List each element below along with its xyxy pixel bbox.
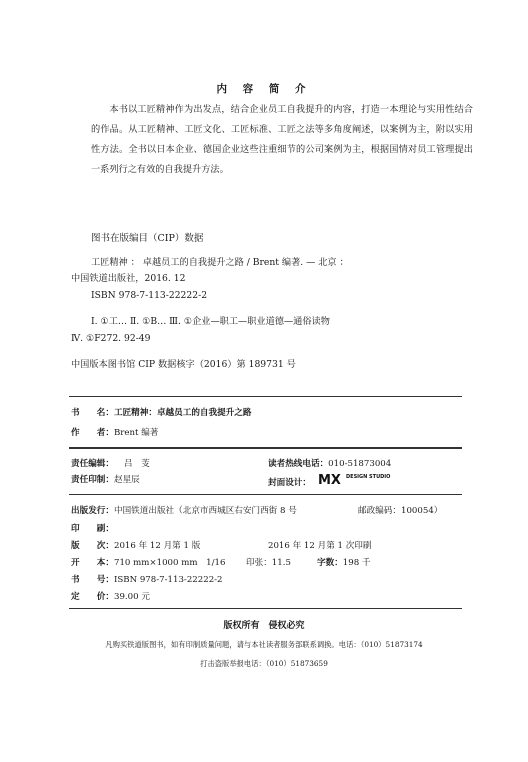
sheets-label: 印张： bbox=[246, 558, 272, 568]
rights-notice: 版权所有 侵权必究 bbox=[223, 621, 305, 631]
words-value: 198 千 bbox=[342, 558, 371, 568]
author-label: 作 者： bbox=[71, 428, 114, 438]
postcode-value: 100054） bbox=[400, 506, 443, 516]
postcode-row bbox=[358, 503, 442, 520]
isbn-value: ISBN 978-7-113-22222-2 bbox=[113, 575, 223, 585]
book-title-row bbox=[71, 405, 252, 422]
cover-row bbox=[268, 472, 391, 493]
sheets-row bbox=[246, 555, 291, 572]
cip-line-1: 工匠精神 ： 卓越员工的自我提升之路 / Brent 编著. — 北京 ： bbox=[91, 257, 349, 268]
editor-value: 吕 芰 bbox=[123, 459, 150, 469]
double-divider bbox=[69, 447, 462, 449]
isbn-label: 书 号： bbox=[71, 575, 114, 585]
price-row bbox=[71, 589, 150, 606]
sheets-value: 11.5 bbox=[271, 558, 291, 568]
words-label: 字数： bbox=[317, 558, 343, 568]
postcode-label: 邮政编码： bbox=[358, 506, 401, 516]
format-label: 开 本： bbox=[71, 558, 114, 568]
quality-notice: 凡购买铁道版图书，如有印制质量问题，请与本社读者服务部联系调换。电话：（010）51873174 bbox=[105, 640, 423, 649]
design-studio-logo bbox=[317, 472, 391, 493]
editor-row bbox=[71, 456, 150, 473]
logo-sub-text: DESIGN STUDIO bbox=[345, 474, 391, 480]
publisher-row bbox=[71, 503, 297, 520]
hotline-label: 读者热线电话： bbox=[268, 459, 329, 469]
printing-value: 赵星辰 bbox=[113, 475, 140, 485]
cip-class-number: Ⅳ. ①F272. 92-49 bbox=[71, 333, 151, 344]
format-value: 710 mm×1000 mm 1/16 bbox=[113, 558, 226, 568]
publisher-value: 中国铁道出版社（北京市西城区右安门西街 8 号 bbox=[113, 506, 297, 516]
format-row bbox=[71, 555, 225, 572]
print-label: 印 刷： bbox=[71, 524, 114, 534]
price-label: 定 价： bbox=[71, 592, 114, 602]
author-row bbox=[71, 425, 158, 442]
divider-3 bbox=[69, 608, 462, 609]
edition-value: 2016 年 12 月第 1 版 bbox=[113, 541, 201, 551]
summary-body: 本书以工匠精神作为出发点，结合企业员工自我提升的内容，打造一本理论与实用性结合的作品。从工匠精神、工匠文化、工匠标准、工匠之法等多角度阐述，以案例为主，附以实用性方法。全书以日本企业、德国企业这些注重细节的公司案例为主，根据国情对员工管理提出一系列行之有效的自我提升方法。 bbox=[91, 104, 473, 175]
impression-value: 2016 年 12 月第 1 次印刷 bbox=[268, 541, 372, 551]
summary-title: 内 容 简 介 bbox=[216, 83, 312, 95]
divider bbox=[69, 396, 462, 397]
cover-label: 封面设计： bbox=[268, 478, 311, 488]
divider-2 bbox=[69, 494, 462, 495]
edition-label: 版 次： bbox=[71, 541, 114, 551]
printing-label: 责任印制： bbox=[71, 475, 114, 485]
publisher-label: 出版发行： bbox=[71, 506, 114, 516]
book-title-value: 工匠精神：卓越员工的自我提升之路 bbox=[113, 408, 252, 418]
editor-label: 责任编辑： bbox=[71, 459, 114, 469]
logo-mark-text: MX bbox=[317, 473, 341, 488]
price-value: 39.00 元 bbox=[113, 592, 150, 602]
printing-row bbox=[71, 472, 140, 489]
cip-record: 中国版本图书馆 CIP 数据核字（2016）第 189731 号 bbox=[71, 359, 296, 370]
cip-classification: Ⅰ. ①工… Ⅱ. ①B… Ⅲ. ①企业—职工—职业道德—通俗读物 bbox=[91, 316, 330, 327]
hotline-row bbox=[268, 456, 391, 473]
author-value: Brent 编著 bbox=[113, 428, 159, 438]
book-title-label: 书 名： bbox=[71, 408, 114, 418]
words-row bbox=[317, 555, 371, 572]
hotline-value: 010-51873004 bbox=[328, 459, 392, 469]
print-row bbox=[71, 521, 114, 538]
cip-line-2: 中国铁道出版社，2016. 12 bbox=[71, 273, 186, 284]
isbn-row bbox=[71, 572, 223, 589]
edition-row bbox=[71, 538, 200, 555]
piracy-hotline: 打击盗版举报电话：（010）51873659 bbox=[200, 659, 328, 668]
cip-isbn: ISBN 978-7-113-22222-2 bbox=[91, 290, 208, 301]
cip-heading: 图书在版编目（CIP）数据 bbox=[91, 233, 204, 244]
